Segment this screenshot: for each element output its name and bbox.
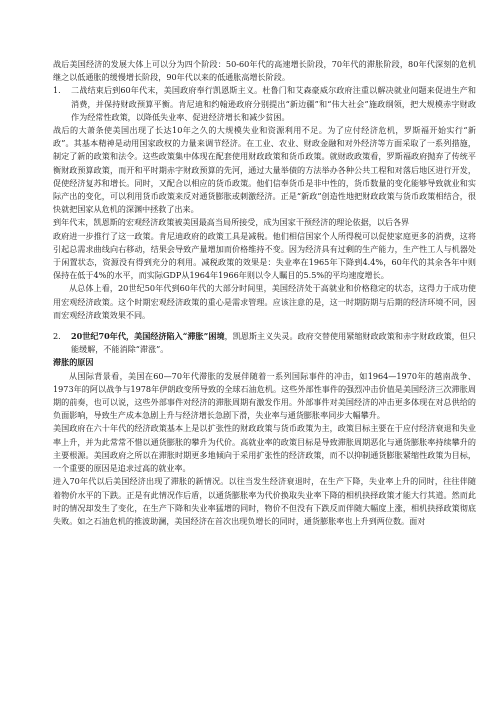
body-paragraph: 到年代末，凯恩斯的宏观经济政策被美国最高当局所接受，成为国家干预经济的理论依据，以后各界 — [53, 217, 410, 228]
list-item-2 — [53, 330, 476, 356]
list-text: 二战结束后到60年代末，美国政府奉行凯恩斯主义。杜鲁门和艾森豪威尔政府注重以解决就业问题来促进生产和消费，并保持财政预算平衡。肯尼迪和约翰逊政府分别提出“新边疆”和“伟大社会”施政纲领，把大规模赤字财政作为经常性政策，以降低失业率、促进经济增长和减少贫困。 — [71, 85, 476, 122]
body-paragraph: 战后的大萧条使美国出现了长达10年之久的大规模失业和资源利用不足。为了应付经济危机，罗斯福开始实行“新政”。其基本精神是动用国家政权的力量来调节经济。在工业、农业、财政金融和对外经济等方面采取了一系列措施，制定了新的政策和法令。这些政策集中体现在配套使用财政政策和货币政策。就财政政策看，罗斯福政府抛弃了传统平衡财政预算政策，而开和平时期赤字财政预算的先河，通过大量举债的方法举办各种公共工程和对落后地区进行开发，促使经济复苏和增长。同时，又配合以相应的货币政策。他们信奉货币是非中性的，货币数量的变化能够导致就业和实际产出的变化，可以利用货币政策来反对通货膨胀或刺激经济。正是“新政”创造性地把财政政策与货币政策相结合，很快就把国家从危机的深渊中拯救了出来。 — [53, 125, 476, 215]
list-text — [71, 330, 476, 356]
list-text-bold: 20世纪70年代，美国经济陷入“滞胀”困境 — [71, 331, 225, 342]
section-heading: 滞胀的原因 — [53, 357, 94, 368]
body-paragraph: 美国政府在六十年代的经济政策基本上是以扩张性的财政政策与货币政策为主，政策目标主要在于应付经济衰退和失业率上升，并为此常常不惜以通货膨胀的攀升为代价。高就业率的政策目标是导致滞胀周期恶化与通货膨胀率持续攀升的主要根源。美国政府之所以在滞胀时期更多地倾向于采用扩张性的经济政策，而不以抑制通货膨胀紧缩性政策为目标，一个重要的原因是追求过高的就业率。 — [53, 423, 476, 474]
list-number: 2. — [53, 331, 61, 342]
body-paragraph: 政府进一步推行了这一政策。肯尼迪政府的政策工具是减税。他们相信国家个人所得税可以促使家庭更多的消费，这将引起总需求曲线向右移动，结果会导致产量增加而价格维持不变。因为经济具有过剩的生产能力，生产性工人与机器处于闲置状态，资源没有得到充分的利用。减税政策的效果是：失业率在1965年下降到4.4%，60年代的其余各年中则保持在低于4%的水平，而实际GDP从1964年1966年则以令人瞩目的5.5%的平均速度增长。 — [53, 230, 476, 281]
body-paragraph-indented: 从总体上看，20世纪50年代到60年代的大部分时间里，美国经济处于高就业和价格稳定的状态，这得力于成功使用宏观经济政策。这个时期宏观经济政策的重心是需求管理。应该注意的是，这一时期防期与后期的经济环境不同，因而宏观经济政策效果不同。 — [53, 283, 476, 320]
list-item-1 — [53, 84, 476, 124]
body-paragraph: 从国际背景看，美国在60—70年代滞胀的发展伴随着一系列国际事件的冲击，如1964—1970年的越南战争、1973年的阿以战争与1978年伊朗政变所导致的全球石油危机。这些外部性事件的强烈冲击价值是美国经济三次滞胀周期的前奏，也可以说，这些外部事件对经济的滞胀周期有激发作用。外部事件对美国经济的冲击更多体现在对总供给的负面影响，导致生产成本急剧上升与经济增长急剧下滑，失业率与通货膨胀率同步大幅攀升。 — [53, 370, 476, 421]
list-number: 1. — [53, 85, 61, 96]
body-paragraph: 进入70年代以后美国经济出现了滞胀的新情况。以往当发生经济衰退时，在生产下降，失业率上升的同时，往往伴随着物价水平的下跌。正是有此情况作后盾，以通货膨胀率为代价换取失业率下降的相机抉择政策才能大行其道。然而此时的情况却发生了变化，在生产下降和失业率猛增的同时，物价不但没有下跌反而伴随大幅度上涨，相机抉择政策彻底失败。如之石油危机的推波助澜，美国经济在首次出现负增长的同时，通货膨胀率也上升到两位数。面对 — [53, 476, 476, 526]
list-text-rest: ，凯恩斯主义失灵。政府交替使用紧缩财政政策和赤字财政政策，但只能缓解，不能消除“滞涨”。 — [71, 331, 476, 355]
intro-paragraph: 战后美国经济的发展大体上可以分为四个阶段：50-60年代的高速增长阶段，70年代的滞胀阶段，80年代深刻的危机继之以低通胀的缓慢增长阶段，90年代以来的低通胀高增长阶段。 — [53, 59, 476, 83]
